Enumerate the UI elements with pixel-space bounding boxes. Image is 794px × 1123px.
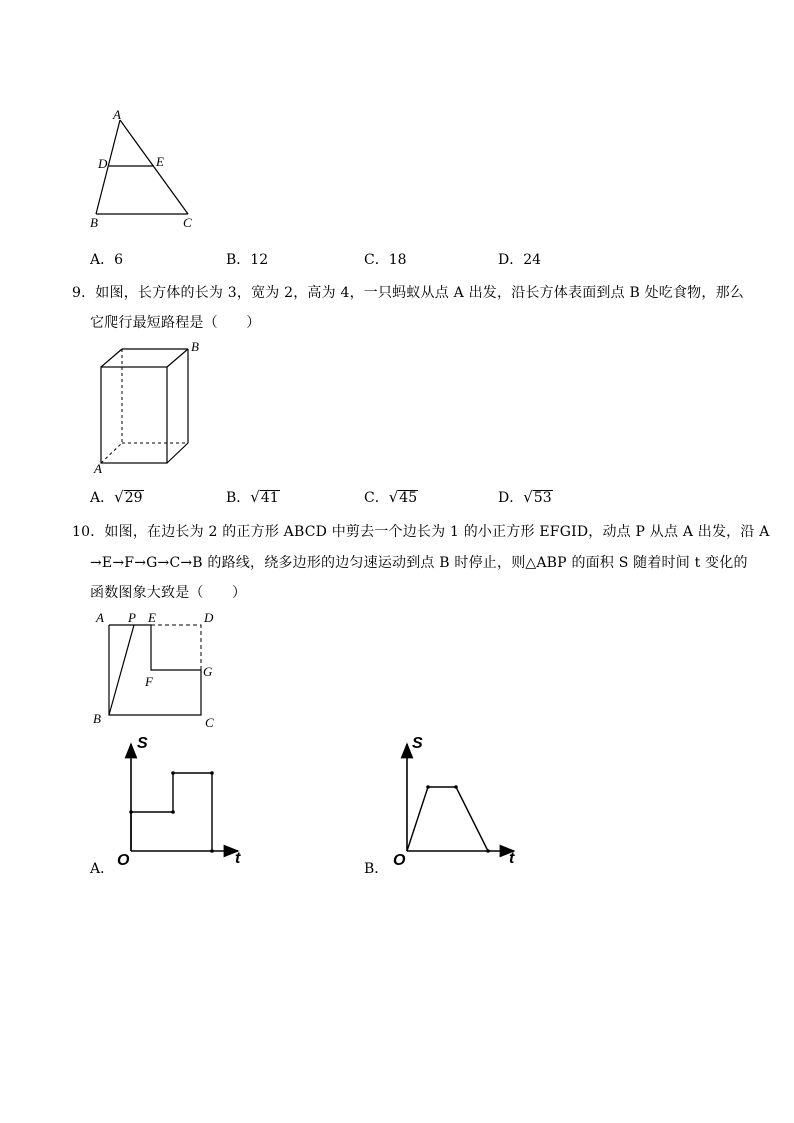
q8-label-D: D [98,156,108,171]
q10-label-D: D [204,610,214,625]
q9-option-b-prefix: B． [226,490,251,506]
q8-option-a: A．6 [90,252,124,268]
q9-option-d-radicand: 53 [533,490,552,506]
q10-label-F: F [145,674,153,689]
q9-label-A: A [94,461,102,476]
q9-option-a-radical: √ [114,488,124,506]
q9-option-c-radicand: 45 [399,490,418,506]
q10-label-C: C [205,715,214,730]
q10-graph-b-curve [407,787,488,851]
q10-label-B: B [93,711,101,726]
q9-stem-line1: 9．如图，长方体的长为 3，宽为 2，高为 4，一只蚂蚁从点 A 出发，沿长方体表面到点 B 处吃食物，那么 [72,285,744,301]
q8-label-A: A [113,107,121,122]
q10-graph-a-label-t: t [235,850,241,867]
q9-option-d-radical: √ [523,488,533,506]
q9-option-a-prefix: A． [90,490,115,506]
q8-label-E: E [156,154,164,169]
q10-graph-a-label-S: S [137,735,148,752]
q10-graph-b-label-O: O [393,852,406,869]
q10-label-A: A [96,610,104,625]
q10-graph-b-label-S: S [412,735,423,752]
q10-stem-line1: 10．如图，在边长为 2 的正方形 ABCD 中剪去一个边长为 1 的小正方形 EFGID，动点 P 从点 A 出发，沿 A [72,524,770,540]
q10-label-P: P [128,610,136,625]
q9-option-b-radicand: 41 [260,490,279,506]
q8-option-b: B．12 [226,252,269,268]
q10-graph-a-label-O: O [117,852,130,869]
q10-stem-line3: 函数图象大致是（ ） [90,585,247,601]
q9-label-B: B [191,339,199,354]
q10-stem-line2: →E→F→G→C→B 的路线，绕多边形的边匀速运动到点 B 时停止，则△ABP 的面积 S 随着时间 t 变化的 [90,555,748,571]
q9-option-c [364,487,418,507]
q10-graph-a [110,730,260,870]
q9-option-d [498,487,553,507]
q9-option-b-radical: √ [250,488,260,506]
q8-label-C: C [183,215,192,230]
q9-option-b [226,487,280,507]
q9-option-a-radicand: 29 [124,490,143,506]
q8-option-c: C．18 [364,252,407,268]
q10-graph-b-label-t: t [509,850,515,867]
q8-label-B: B [90,215,98,230]
q9-option-c-radical: √ [388,488,399,506]
q10-graph-b [386,730,536,870]
q10-label-G: G [203,664,213,679]
q9-cuboid-figure [88,338,218,478]
q9-option-c-prefix: C． [364,490,389,506]
q9-option-d-prefix: D． [498,490,524,506]
q10-label-E: E [148,610,156,625]
q8-triangle-figure [80,100,210,235]
q10-square-figure [88,605,223,730]
q9-stem-line2: 它爬行最短路程是（ ） [90,315,261,331]
q10-option-b: B． [364,861,389,877]
q10-option-a: A． [90,861,115,877]
q9-option-a [90,487,144,507]
q8-option-d: D．24 [498,252,542,268]
